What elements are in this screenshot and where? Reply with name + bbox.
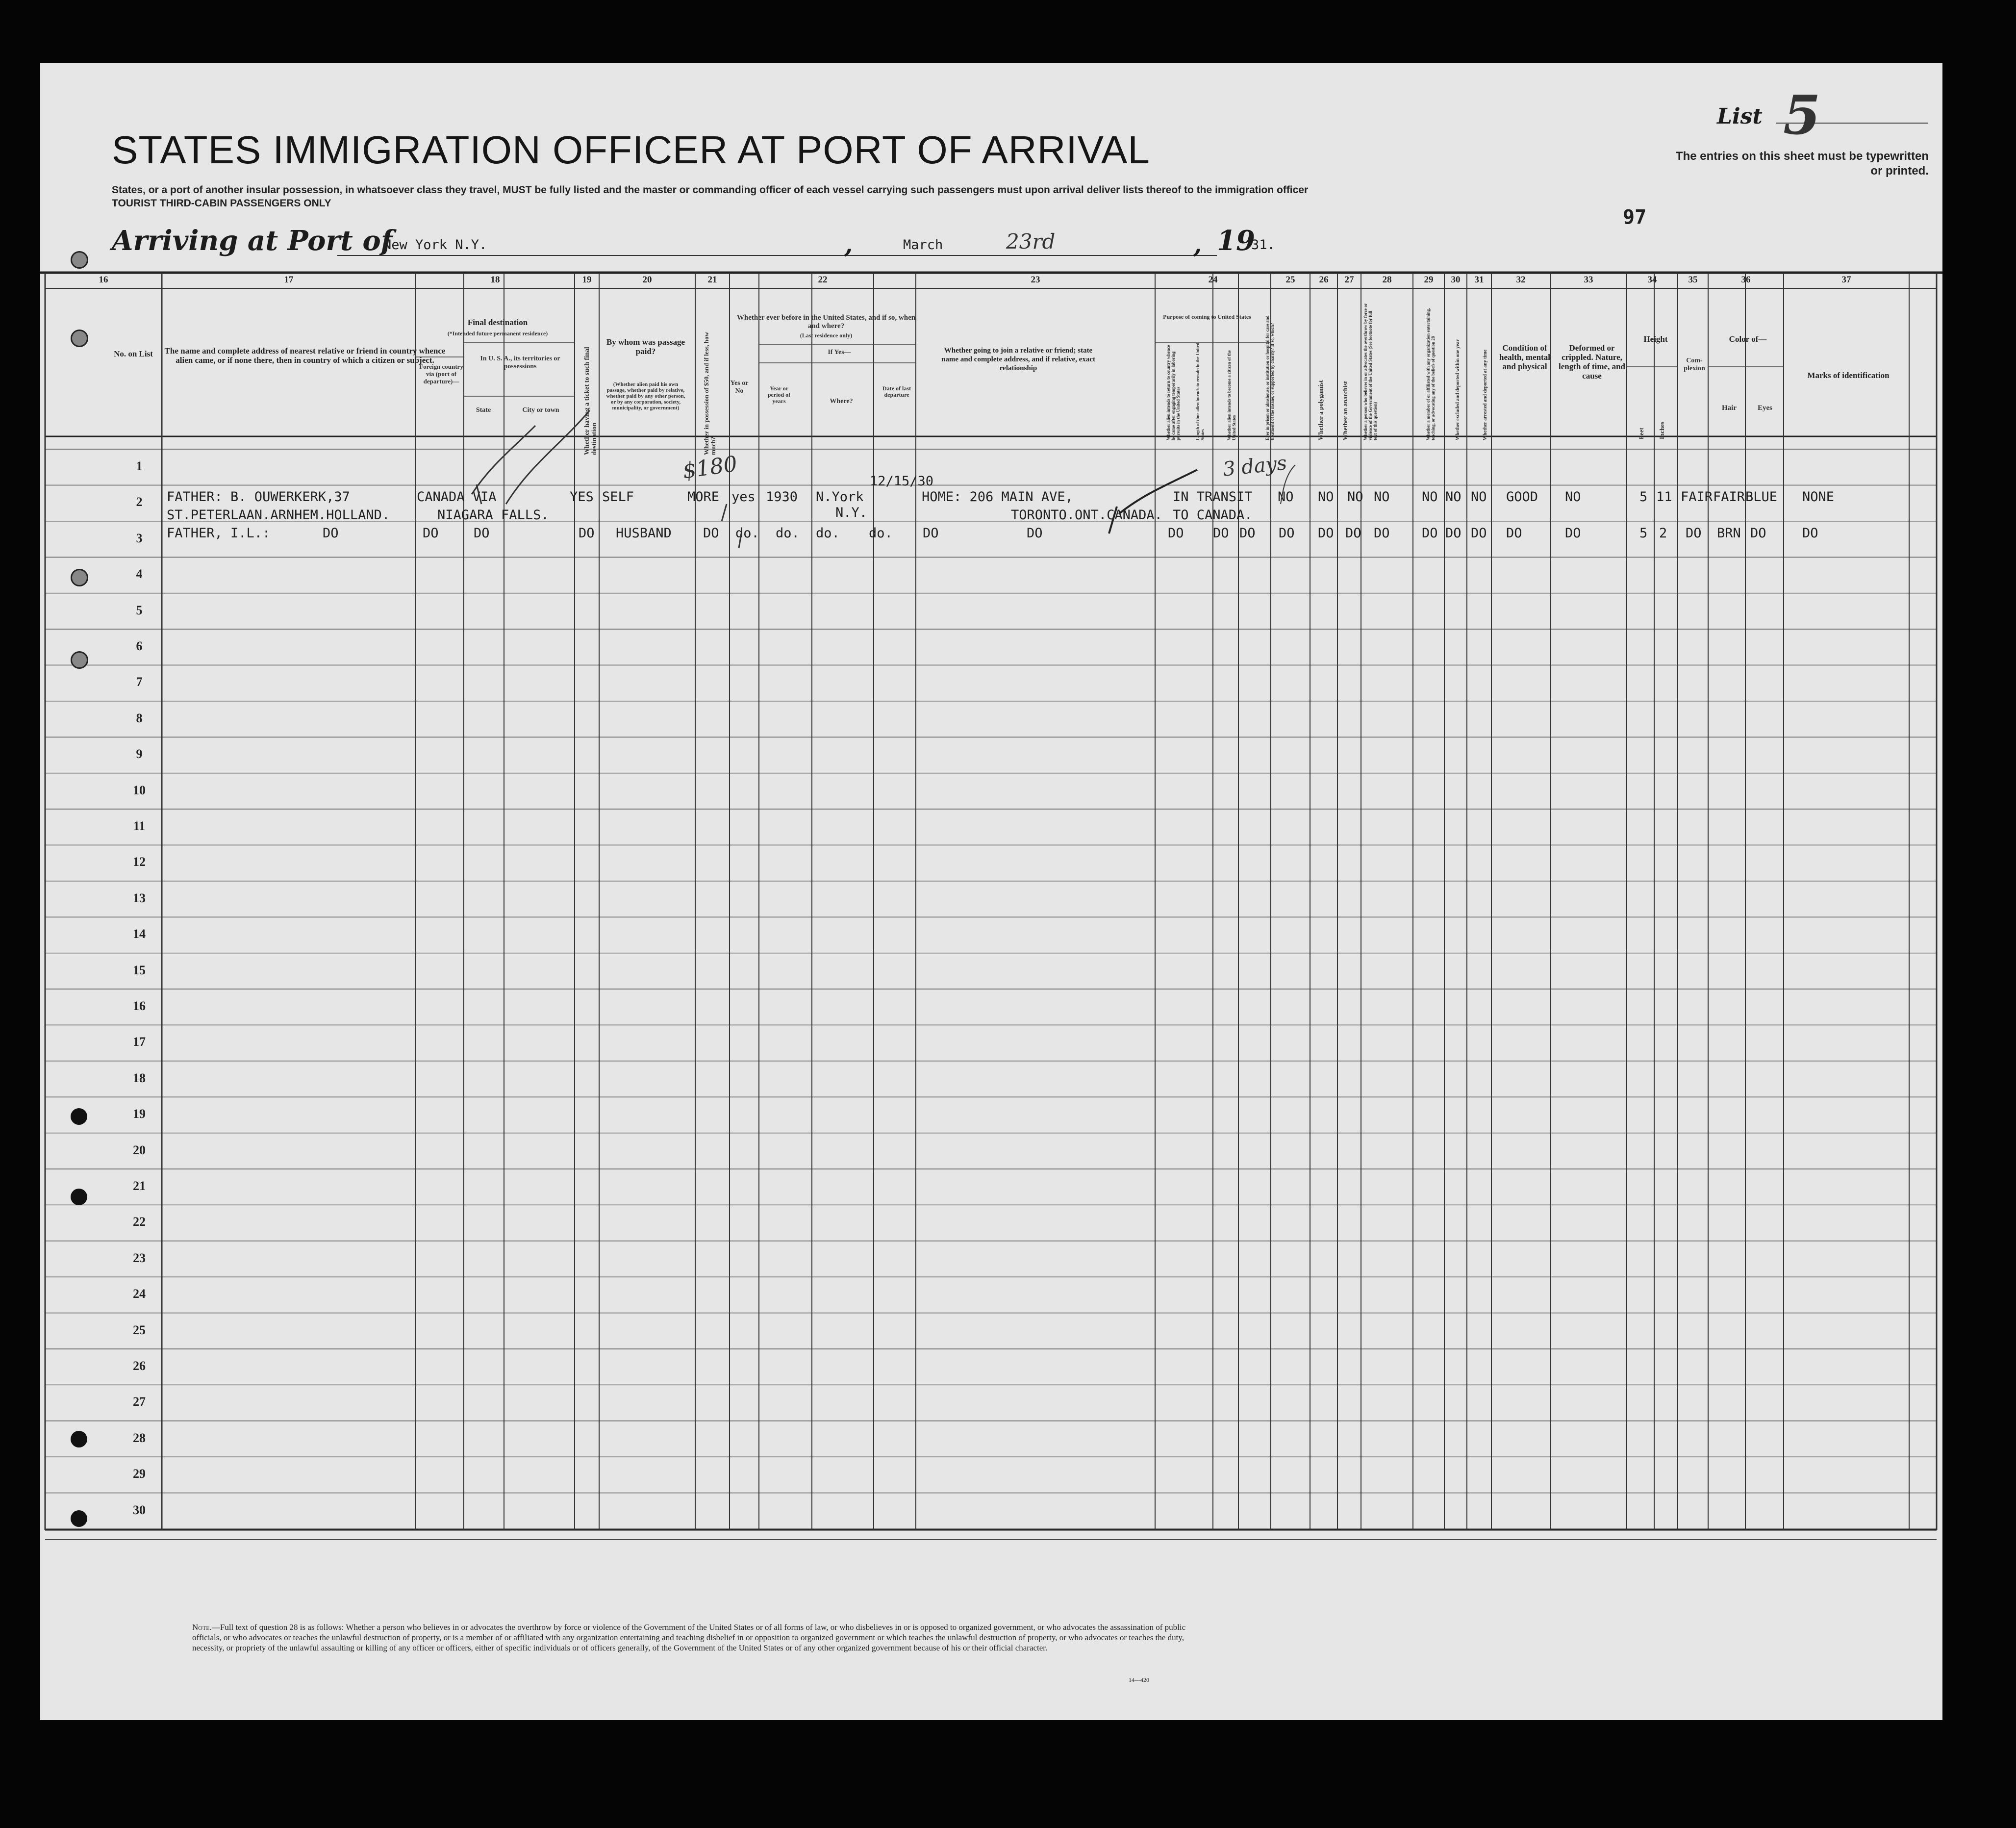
r1-inches: 11 [1656, 489, 1672, 505]
r1-deformed: NO [1565, 489, 1581, 505]
row-number: 20 [133, 1142, 146, 1157]
r1-q31: NO [1471, 489, 1487, 505]
r2-q29: DO [1422, 526, 1438, 541]
r2-hair: BRN [1717, 526, 1741, 541]
row-number: 3 [136, 531, 143, 545]
r1-paid-by: SELF [602, 489, 634, 505]
header-marks: Marks of identification [1807, 371, 1890, 380]
row-number: 11 [133, 819, 146, 833]
r1-foreign-country: CANADA VIA [417, 489, 497, 505]
r2-year: do. [776, 526, 800, 541]
row-number: 19 [133, 1107, 146, 1121]
column-number: 24 [1208, 275, 1218, 285]
header-last-departure: Date of last departure [882, 385, 911, 398]
r2-purpose-b: DO [1213, 526, 1229, 541]
header-ever-before: Whether ever before in the United States, and if so, when and where? [736, 314, 916, 330]
r2-deformed: DO [1565, 526, 1581, 541]
header-purpose: Purpose of coming to United States [1163, 313, 1251, 320]
header-purpose-c: Whether alien intends to become a citizen of the United States [1227, 350, 1236, 440]
header-year-period: Year or period of years [767, 385, 791, 405]
list-number: 5 [1783, 83, 1821, 147]
r2-relative: FATHER, I.L.: [167, 526, 271, 541]
row-number: 1 [136, 459, 143, 473]
header-by-whom-note: (Whether alien paid his own passage, whether paid by relative, whether paid by any other person, or by any corporation, society, municipality, or government) [606, 381, 685, 411]
column-number: 37 [1841, 275, 1851, 285]
row-number: 15 [133, 963, 146, 977]
r2-where: do. [816, 526, 840, 541]
header-q30: Whether excluded and deported within one year [1455, 339, 1461, 440]
header-deformed: Deformed or crippled. Nature, length of time, and cause [1559, 343, 1625, 381]
arriving-label: Arriving at Port of [112, 225, 393, 257]
header-anarchist: Whether an anarchist [1341, 381, 1349, 440]
row-number: 7 [136, 675, 143, 689]
header-state: State [476, 406, 491, 414]
r2-polygamist: DO [1318, 526, 1334, 541]
row-number: 12 [133, 855, 146, 869]
header-inches: Inches [1658, 421, 1665, 439]
row-number: 8 [136, 711, 143, 725]
header-purpose-a: Whether alien intends to return to country whence he came after engaging temporarily in laboring pursuits in the United States [1166, 345, 1181, 440]
binder-hole [71, 1510, 87, 1527]
row-number: 2 [136, 495, 143, 509]
header-possession-50: Whether in possession of $50, and if less, how much? [703, 331, 717, 455]
r2-q30: DO [1445, 526, 1462, 541]
r1-joining-line2: TORONTO.ONT.CANADA. [1011, 508, 1162, 523]
r1-foreign-country-line2: NIAGARA FALLS. [437, 508, 549, 523]
r1-prison: NO [1278, 489, 1294, 505]
header-eyes: Eyes [1758, 404, 1772, 412]
r1-q29: NO [1422, 489, 1438, 505]
r2-money: DO [703, 526, 719, 541]
footnote-lead: Note. [192, 1623, 212, 1632]
row-number: 28 [133, 1430, 146, 1445]
r1-feet: 5 [1639, 489, 1648, 505]
month-value: March [903, 237, 943, 253]
row-number: 5 [136, 603, 143, 617]
r2-state: DO [474, 526, 490, 541]
column-number: 36 [1741, 275, 1751, 285]
row-number: 21 [133, 1179, 146, 1193]
r1-relative-line2: ST.PETERLAAN.ARNHEM.HOLLAND. [167, 508, 390, 523]
r1-where: N.York [816, 489, 864, 505]
column-number: 29 [1424, 275, 1434, 285]
r2-foreign-country: DO [423, 526, 439, 541]
r2-eyes: DO [1750, 526, 1766, 541]
column-number: 18 [490, 275, 500, 285]
row-number: 30 [133, 1502, 146, 1517]
column-number: 33 [1584, 275, 1593, 285]
header-height: Height [1643, 334, 1668, 344]
r1-eyes: BLUE [1745, 489, 1778, 505]
column-number: 30 [1451, 275, 1461, 285]
header-joining-relative: Whether going to join a relative or friend; state name and complete address, and if relative, exact relationship [941, 347, 1095, 372]
binder-hole [71, 1108, 87, 1125]
r1-purpose-annotation: 3 days [1221, 452, 1288, 481]
form-number: 14—420 [1129, 1676, 1149, 1683]
pencil-tick-mark [722, 504, 741, 548]
row-number: 25 [133, 1322, 146, 1337]
r1-q30: NO [1445, 489, 1462, 505]
row-number: 27 [133, 1395, 146, 1409]
header-by-whom: By whom was passage paid? [606, 337, 685, 356]
binder-hole [71, 1189, 87, 1205]
list-label: List [1717, 104, 1763, 129]
header-purpose-b: Length of time alien intends to remain in the United States [1195, 342, 1205, 440]
subtitle-class: TOURIST THIRD-CABIN PASSENGERS ONLY [112, 198, 331, 209]
r2-prison: DO [1279, 526, 1295, 541]
r1-relative-line1: FATHER: B. OUWERKERK,37 [167, 489, 350, 505]
r1-health: GOOD [1506, 489, 1538, 505]
header-color-of: Color of— [1729, 334, 1767, 344]
header-hair: Hair [1722, 404, 1737, 412]
row-number: 29 [133, 1467, 146, 1481]
row-number: 9 [136, 747, 143, 762]
r1-last-departure: 12/15/30 [870, 474, 934, 489]
row-number: 22 [133, 1215, 146, 1229]
r1-purpose-line2: TO CANADA. [1173, 508, 1253, 523]
r2-feet: 5 [1639, 526, 1648, 541]
pencil-strike-mark [472, 411, 589, 504]
column-number: 28 [1382, 275, 1392, 285]
header-last-residence-only: (Last residence only) [800, 332, 853, 339]
r1-ticket: YES [570, 489, 594, 505]
manifest-sheet [40, 63, 1942, 1720]
r2-anarchist: DO [1345, 526, 1361, 541]
header-nearest-relative: The name and complete address of nearest relative or friend in country whence alien came, or if none there, then in country of which a citizen or subject. [164, 346, 446, 365]
binder-hole [71, 330, 88, 347]
binder-hole [71, 651, 88, 669]
comma-1: , [844, 229, 853, 258]
entries-note: The entries on this sheet must be typewritten or printed. [1675, 150, 1929, 178]
r1-marks: NONE [1802, 489, 1835, 505]
year-suffix: 31. [1251, 237, 1275, 253]
r2-marks: DO [1802, 526, 1818, 541]
column-number: 17 [284, 275, 294, 285]
r2-joining-ditto: DO [1027, 526, 1043, 541]
header-if-yes: If Yes— [828, 349, 851, 356]
binder-hole [71, 569, 88, 586]
row-number: 24 [133, 1287, 146, 1301]
r1-year: 1930 [766, 489, 798, 505]
binder-hole [71, 1431, 87, 1447]
row-number: 16 [133, 999, 146, 1013]
header-city: City or town [522, 406, 559, 414]
r2-purpose-c: DO [1239, 526, 1256, 541]
day-value: 23rd [1006, 229, 1056, 254]
header-foreign-country: Foreign country via (port of departure)— [419, 363, 463, 385]
r1-ever-before: yes [731, 489, 756, 505]
header-where: Where? [830, 398, 853, 405]
row-number: 18 [133, 1070, 146, 1085]
r1-money: MORE [687, 489, 720, 505]
header-health: Condition of health, mental and physical [1499, 343, 1550, 371]
r2-paid-by: HUSBAND [616, 526, 672, 541]
column-number: 31 [1474, 275, 1484, 285]
row-number: 10 [133, 783, 146, 797]
column-number: 32 [1516, 275, 1526, 285]
column-number: 26 [1319, 275, 1329, 285]
row-number: 17 [133, 1035, 146, 1049]
binder-hole [71, 251, 88, 269]
header-final-destination: Final destination [467, 318, 528, 327]
year-prefix: 19 [1217, 225, 1255, 257]
column-number: 25 [1285, 275, 1295, 285]
column-number: 19 [582, 275, 592, 285]
header-q28: Whether a person who believes in or advocates the overthrow by force or violence of the Government of the United States (See footnote for full text of this question) [1363, 303, 1378, 440]
r1-complexion: FAIR [1681, 489, 1713, 505]
page-title: STATES IMMIGRATION OFFICER AT PORT OF ARRIVAL [112, 128, 1150, 172]
column-number: 27 [1344, 275, 1354, 285]
r1-where-line2: N.Y. [835, 505, 868, 520]
row-number: 13 [133, 890, 146, 905]
header-feet: Feet [1638, 428, 1645, 439]
header-no-on-list: No. on List [114, 349, 153, 358]
subtitle-instructions: States, or a port of another insular possession, in whatsoever class they travel, MUST be fully listed and the master or commanding officer of each vessel carrying such passengers must upon arrival deliver lists thereof to the immigration officer [112, 184, 1309, 196]
header-complexion: Com-plexion [1684, 357, 1705, 372]
header-in-usa: In U. S. A., its territories or possessions [480, 355, 560, 370]
r2-q31: DO [1471, 526, 1487, 541]
r1-hair: FAIR [1713, 489, 1745, 505]
row-number: 4 [136, 567, 143, 582]
port-value: New York N.Y. [383, 237, 487, 253]
column-number: 20 [642, 275, 652, 285]
sheet-number: 97 [1623, 206, 1647, 228]
r2-inches: 2 [1659, 526, 1667, 541]
r2-health: DO [1506, 526, 1522, 541]
column-number: 21 [707, 275, 717, 285]
column-number: 22 [818, 275, 828, 285]
column-number: 34 [1647, 275, 1657, 285]
r2-relative-ditto: DO [323, 526, 339, 541]
pen-hook-mark [1281, 465, 1295, 504]
header-q31: Whether arrested and deported at any time [1483, 349, 1488, 440]
row-number: 14 [133, 927, 146, 941]
column-number: 23 [1031, 275, 1040, 285]
r1-purpose-line1: IN TRANSIT [1173, 489, 1253, 505]
r1-money-annotation: $180 [680, 451, 739, 484]
pen-tick-mark [1109, 470, 1197, 533]
header-prison: Ever in prison or almshouse, or institution or hospital for care and treatment of the insane, or supported by charity? If so, which? [1265, 315, 1275, 440]
r1-joining-line1: HOME: 206 MAIN AVE, [922, 489, 1073, 505]
header-ticket: Whether having a ticket to such final destination [583, 347, 598, 455]
header-yes-or-no: Yes or No [730, 380, 749, 395]
r2-joining: DO [923, 526, 939, 541]
r1-anarchist: NO [1347, 489, 1363, 505]
row-number: 23 [133, 1250, 146, 1265]
comma-2: , [1193, 229, 1202, 258]
r2-complexion: DO [1686, 526, 1702, 541]
header-polygamist: Whether a polygamist [1317, 380, 1324, 440]
row-number: 26 [133, 1359, 146, 1373]
handwritten-marks [40, 63, 1942, 1720]
r2-ever-before: do. [735, 526, 759, 541]
r2-q28: DO [1374, 526, 1390, 541]
r1-q28: NO [1374, 489, 1390, 505]
r2-purpose-a: DO [1168, 526, 1184, 541]
footnote-text: —Full text of question 28 is as follows: Whether a person who believes in or advocates the overthrow by force or violence of the Government of the United States or of all forms of law, or who disbelieves in or is opposed to organized government, or who advocates the assassination of public officials, or who advocates or teaches the unlawful destruction of property, or is a member of or affiliated with any organization entertaining and teaching disbelief in or opposition to organized government or which teaches the unlawful destruction of property, or who advocates or teaches the duty, necessity, or propriety of the unlawful assaulting or killing of any officer or officers, either of specific individuals or of officers generally, of the Government of the United States or of any other organized government because of his or their official character. [192, 1623, 1186, 1652]
r2-ticket: DO [579, 526, 595, 541]
column-number: 16 [99, 275, 108, 285]
r1-polygamist: NO [1318, 489, 1334, 505]
r2-last-departure: do. [869, 526, 893, 541]
header-q29: Whether a member of or affiliated with any organization entertaining, teaching, or advocating any of the beliefs of question 28 [1426, 308, 1436, 440]
row-number: 6 [136, 639, 143, 653]
header-final-destination-note: (*Intended future permanent residence) [447, 330, 548, 337]
footnote [192, 1622, 1192, 1653]
column-number: 35 [1688, 275, 1698, 285]
